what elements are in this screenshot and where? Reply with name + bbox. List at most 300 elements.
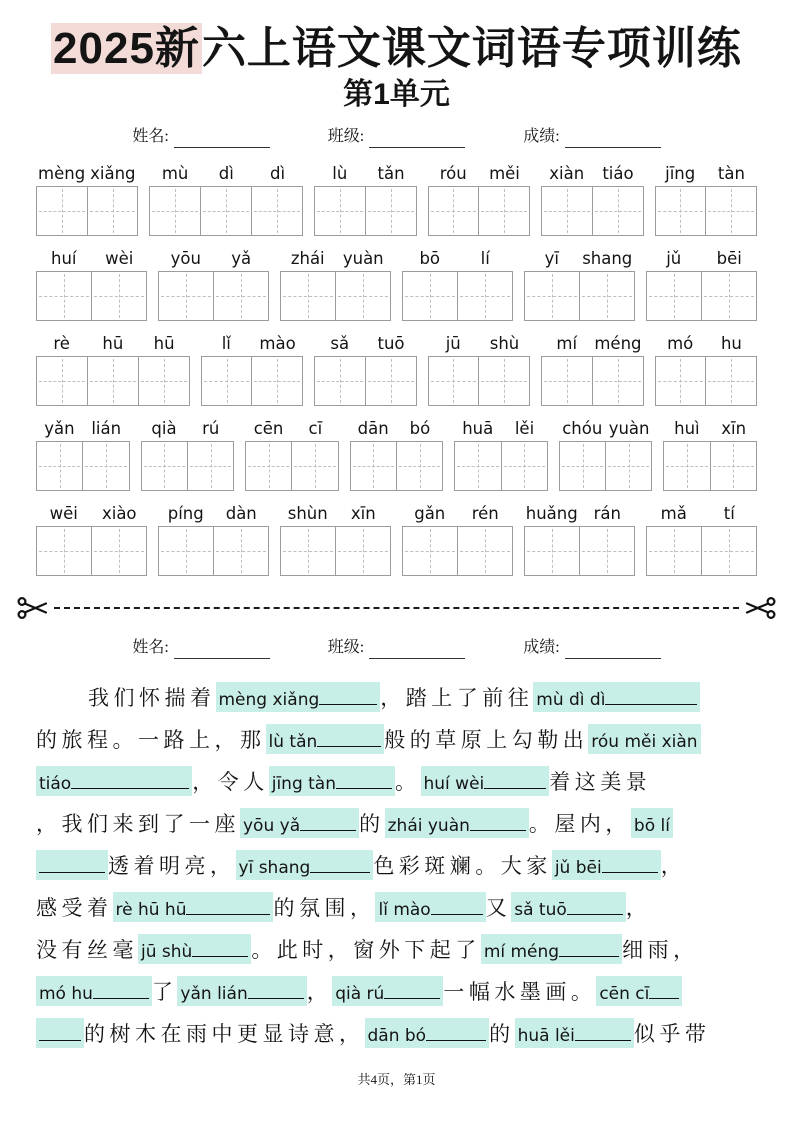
paragraph-text: ， — [625, 895, 652, 920]
tianzige-cell[interactable] — [246, 442, 292, 490]
blank-answer-line[interactable] — [384, 978, 440, 999]
pinyin-grid-section — [36, 160, 757, 576]
fill-in-paragraph — [36, 677, 757, 1055]
blank-answer-line[interactable] — [93, 978, 149, 999]
pinyin-syllable: qià — [151, 419, 177, 439]
score-input-line[interactable] — [565, 130, 661, 148]
pinyin-syllable: huí — [51, 249, 77, 269]
pinyin-label — [36, 330, 190, 356]
tianzige-cell[interactable] — [702, 527, 756, 575]
tianzige-cell[interactable] — [580, 527, 634, 575]
blank-answer-line[interactable] — [649, 978, 679, 999]
paragraph-text: 着这美景 — [549, 769, 652, 794]
pinyin-syllable: lěi — [514, 419, 535, 439]
paragraph-text: 的旅程。一路上，那 — [36, 727, 266, 752]
pinyin-syllable: mèng — [38, 164, 86, 184]
score-input-line[interactable] — [565, 641, 661, 659]
paragraph-text: 的 — [489, 1021, 515, 1046]
pinyin-label — [559, 415, 653, 441]
pinyin-syllable: cī — [308, 419, 323, 439]
fill-in-blank[interactable] — [365, 1018, 490, 1048]
paragraph-text: 感受着 — [36, 895, 113, 920]
class-input-line[interactable] — [369, 641, 465, 659]
paragraph-line — [36, 1013, 757, 1055]
blank-pinyin-hint: lǐ mào — [378, 899, 431, 920]
writing-grid — [655, 186, 757, 236]
tianzige-cell[interactable] — [525, 272, 580, 320]
writing-grid — [402, 271, 513, 321]
tianzige-cell[interactable] — [336, 272, 390, 320]
blank-answer-line[interactable] — [248, 978, 304, 999]
paragraph-line — [36, 677, 757, 719]
tianzige-cell[interactable] — [542, 187, 593, 235]
score-field — [523, 637, 660, 659]
tianzige-cell[interactable] — [647, 272, 702, 320]
tianzige-cell[interactable] — [397, 442, 442, 490]
tianzige-cell[interactable] — [403, 527, 458, 575]
tianzige-cell[interactable] — [139, 357, 189, 405]
word-group — [280, 500, 391, 576]
word-group — [36, 245, 147, 321]
writing-grid — [559, 441, 653, 491]
tianzige-cell[interactable] — [542, 357, 593, 405]
tianzige-cell[interactable] — [281, 527, 336, 575]
tianzige-cell[interactable] — [252, 187, 302, 235]
tianzige-cell[interactable] — [201, 187, 252, 235]
fill-in-blank[interactable] — [236, 850, 374, 880]
pinyin-syllable: xīn — [350, 504, 376, 524]
blank-pinyin-hint: jǔ bēi — [554, 857, 602, 878]
score-label: 成绩: — [523, 127, 560, 145]
pinyin-syllable: jīng — [665, 164, 696, 184]
word-group — [245, 415, 339, 491]
fill-in-blank[interactable] — [515, 1018, 634, 1048]
blank-pinyin-hint: tiáo — [39, 773, 72, 794]
scissors-icon — [16, 595, 50, 621]
pinyin-label — [454, 415, 548, 441]
pinyin-label — [36, 160, 138, 186]
word-group — [36, 160, 138, 236]
pinyin-syllable: shù — [489, 334, 520, 354]
pinyin-syllable: róu — [439, 164, 467, 184]
fill-in-blank[interactable] — [36, 1018, 84, 1048]
blank-answer-line[interactable] — [71, 768, 189, 789]
page-title — [36, 24, 757, 75]
blank-pinyin-hint: jīng tàn — [271, 773, 336, 794]
word-group — [149, 160, 303, 236]
paragraph-text: 。屋内， — [528, 811, 631, 836]
paragraph-text: 的 — [359, 811, 385, 836]
word-group — [201, 330, 303, 406]
class-input-line[interactable] — [369, 130, 465, 148]
blank-answer-line[interactable] — [567, 894, 623, 915]
scissors-icon — [743, 595, 777, 621]
pinyin-syllable: jǔ — [666, 249, 682, 269]
fill-in-blank[interactable] — [511, 892, 626, 922]
pinyin-label — [36, 500, 147, 526]
pinyin-grid-row — [36, 160, 757, 236]
tianzige-cell[interactable] — [580, 272, 634, 320]
cut-line — [16, 592, 777, 624]
tianzige-cell[interactable] — [37, 442, 83, 490]
pinyin-label — [36, 415, 130, 441]
title-rest: 六上语文课文词语专项训练 — [201, 24, 742, 73]
word-group — [454, 415, 548, 491]
blank-pinyin-hint: cēn cī — [599, 983, 650, 1004]
tianzige-cell[interactable] — [403, 272, 458, 320]
paragraph-line — [36, 803, 757, 845]
writing-grid — [524, 526, 635, 576]
blank-answer-line[interactable] — [559, 936, 619, 957]
writing-grid — [314, 356, 416, 406]
pinyin-syllable: hū — [153, 334, 175, 354]
writing-grid — [149, 186, 303, 236]
tianzige-cell[interactable] — [479, 357, 529, 405]
name-input-line[interactable] — [174, 130, 270, 148]
paragraph-text: 透着明亮， — [108, 853, 236, 878]
pinyin-syllable: mù — [161, 164, 189, 184]
blank-answer-line[interactable] — [602, 852, 658, 873]
tianzige-cell[interactable] — [606, 442, 651, 490]
tianzige-cell[interactable] — [88, 187, 138, 235]
word-group — [524, 500, 635, 576]
writing-grid — [646, 271, 757, 321]
fill-in-blank[interactable] — [266, 724, 385, 754]
blank-answer-line[interactable] — [310, 852, 370, 873]
word-group — [541, 330, 643, 406]
tianzige-cell[interactable] — [252, 357, 302, 405]
blank-answer-line[interactable] — [575, 1020, 631, 1041]
tianzige-cell[interactable] — [664, 442, 710, 490]
class-label: 班级: — [327, 638, 365, 656]
pinyin-syllable: bó — [409, 419, 431, 439]
tianzige-cell[interactable] — [159, 272, 214, 320]
tianzige-cell[interactable] — [92, 272, 146, 320]
writing-grid — [350, 441, 444, 491]
score-field — [523, 126, 660, 148]
pinyin-label — [36, 245, 147, 271]
pinyin-label — [245, 415, 339, 441]
info-row-bottom — [36, 637, 757, 659]
pinyin-label — [402, 245, 513, 271]
pinyin-syllable: wēi — [49, 504, 78, 524]
writing-grid — [646, 526, 757, 576]
pinyin-label — [663, 415, 757, 441]
paragraph-text: 般的草原上勾勒出 — [384, 727, 589, 752]
pinyin-grid-row — [36, 500, 757, 576]
paragraph-line — [36, 719, 757, 761]
tianzige-cell[interactable] — [142, 442, 188, 490]
name-label: 姓名: — [132, 127, 169, 145]
pinyin-syllable: yuàn — [342, 249, 384, 269]
writing-grid — [280, 271, 391, 321]
tianzige-cell[interactable] — [502, 442, 547, 490]
blank-pinyin-hint: qià rú — [335, 983, 385, 1004]
blank-answer-line[interactable] — [39, 852, 105, 873]
fill-in-blank[interactable] — [113, 892, 274, 922]
pinyin-label — [350, 415, 444, 441]
pinyin-syllable: sǎ — [330, 334, 350, 354]
name-input-line[interactable] — [174, 641, 270, 659]
unit-subtitle: 第1单元 — [343, 77, 450, 111]
tianzige-cell[interactable] — [214, 272, 268, 320]
writing-grid — [428, 186, 530, 236]
blank-answer-line[interactable] — [470, 810, 526, 831]
blank-answer-line[interactable] — [484, 768, 546, 789]
tianzige-cell[interactable] — [525, 527, 580, 575]
tianzige-cell[interactable] — [159, 527, 214, 575]
blank-answer-line[interactable] — [605, 684, 697, 705]
word-group — [141, 415, 235, 491]
pinyin-label — [314, 160, 416, 186]
paragraph-line — [36, 929, 757, 971]
word-group — [428, 330, 530, 406]
blank-pinyin-hint: yǎn lián — [180, 983, 248, 1004]
writing-grid — [36, 271, 147, 321]
writing-grid — [541, 356, 643, 406]
writing-grid — [428, 356, 530, 406]
pinyin-syllable: yǎn — [44, 419, 75, 439]
fill-in-blank[interactable] — [552, 850, 661, 880]
tianzige-cell[interactable] — [150, 187, 201, 235]
tianzige-cell[interactable] — [37, 357, 88, 405]
tianzige-cell[interactable] — [706, 187, 756, 235]
tianzige-cell[interactable] — [188, 442, 233, 490]
pinyin-syllable: mó — [667, 334, 694, 354]
name-field — [132, 637, 269, 659]
pinyin-label — [402, 500, 513, 526]
tianzige-cell[interactable] — [366, 357, 416, 405]
pinyin-syllable: xiǎng — [90, 164, 136, 184]
pinyin-label — [541, 330, 643, 356]
writing-grid — [36, 356, 190, 406]
tianzige-cell[interactable] — [429, 357, 480, 405]
tianzige-cell[interactable] — [83, 442, 128, 490]
blank-answer-line[interactable] — [319, 684, 377, 705]
class-field — [328, 126, 465, 148]
pinyin-syllable: tǎn — [377, 164, 405, 184]
blank-pinyin-hint: huí wèi — [423, 773, 485, 794]
tianzige-cell[interactable] — [479, 187, 529, 235]
pinyin-syllable: shùn — [287, 504, 328, 524]
tianzige-cell[interactable] — [458, 527, 512, 575]
blank-pinyin-hint: lù tǎn — [268, 731, 318, 752]
fill-in-blank[interactable] — [332, 976, 443, 1006]
pinyin-label — [314, 330, 416, 356]
pinyin-syllable: dì — [270, 164, 286, 184]
paragraph-line — [36, 971, 757, 1013]
tianzige-cell[interactable] — [593, 187, 643, 235]
pinyin-label — [646, 245, 757, 271]
writing-grid — [454, 441, 548, 491]
pinyin-grid-row — [36, 245, 757, 321]
tianzige-cell[interactable] — [702, 272, 756, 320]
tianzige-cell[interactable] — [711, 442, 756, 490]
pinyin-label — [158, 245, 269, 271]
fill-in-blank[interactable] — [240, 808, 359, 838]
tianzige-cell[interactable] — [706, 357, 756, 405]
paragraph-text: ，令人 — [192, 769, 269, 794]
tianzige-cell[interactable] — [315, 357, 366, 405]
blank-pinyin-hint: rè hū hū — [115, 899, 187, 920]
blank-pinyin-hint: mí méng — [483, 941, 560, 962]
fill-in-blank[interactable] — [481, 934, 622, 964]
cut-dashed-line — [54, 607, 739, 609]
pinyin-syllable: tuō — [377, 334, 405, 354]
tianzige-cell[interactable] — [37, 187, 88, 235]
tianzige-cell[interactable] — [214, 527, 268, 575]
tianzige-cell[interactable] — [281, 272, 336, 320]
blank-answer-line[interactable] — [426, 1020, 486, 1041]
tianzige-cell[interactable] — [351, 442, 397, 490]
tianzige-cell[interactable] — [336, 527, 390, 575]
writing-grid — [36, 526, 147, 576]
writing-grid — [541, 186, 643, 236]
paragraph-text: ，踏上了前往 — [380, 685, 534, 710]
pinyin-label — [201, 330, 303, 356]
tianzige-cell[interactable] — [458, 272, 512, 320]
fill-in-blank[interactable] — [596, 976, 682, 1006]
blank-answer-line[interactable] — [336, 768, 392, 789]
fill-in-blank[interactable] — [138, 934, 251, 964]
writing-grid — [314, 186, 416, 236]
pinyin-syllable: tí — [723, 504, 735, 524]
fill-in-blank[interactable] — [421, 766, 550, 796]
word-group — [158, 500, 269, 576]
pinyin-syllable: lián — [91, 419, 122, 439]
info-row-top — [36, 126, 757, 148]
paragraph-text: ，我们来到了一座 — [36, 811, 240, 836]
tianzige-cell[interactable] — [560, 442, 606, 490]
name-field — [132, 126, 269, 148]
writing-grid — [36, 441, 130, 491]
fill-in-blank[interactable] — [385, 808, 529, 838]
tianzige-cell[interactable] — [647, 527, 702, 575]
tianzige-cell[interactable] — [37, 272, 92, 320]
word-group — [350, 415, 444, 491]
writing-grid — [141, 441, 235, 491]
pinyin-label — [541, 160, 643, 186]
pinyin-label — [141, 415, 235, 441]
pinyin-syllable: lǐ — [221, 334, 231, 354]
pinyin-syllable: rén — [471, 504, 499, 524]
blank-answer-line[interactable] — [192, 936, 248, 957]
writing-grid — [524, 271, 635, 321]
fill-in-blank[interactable] — [269, 766, 395, 796]
tianzige-cell[interactable] — [88, 357, 139, 405]
pinyin-syllable: měi — [489, 164, 520, 184]
blank-pinyin-hint: yōu yǎ — [243, 815, 301, 836]
paragraph-text: 又 — [485, 895, 512, 920]
pinyin-syllable: rú — [202, 419, 220, 439]
pinyin-syllable: huā — [462, 419, 494, 439]
tianzige-cell[interactable] — [656, 187, 707, 235]
name-label: 姓名: — [132, 638, 169, 656]
page-footer: 共4页，第1页 — [357, 1071, 436, 1087]
tianzige-cell[interactable] — [92, 527, 146, 575]
pinyin-grid-row — [36, 415, 757, 491]
pinyin-syllable: dān — [357, 419, 389, 439]
pinyin-syllable: huǎng — [525, 504, 578, 524]
pinyin-label — [524, 500, 635, 526]
writing-grid — [663, 441, 757, 491]
paragraph-text: 似乎带 — [633, 1021, 711, 1046]
blank-answer-line[interactable] — [186, 894, 270, 915]
tianzige-cell[interactable] — [37, 527, 92, 575]
blank-pinyin-hint: dān bó — [367, 1025, 427, 1046]
pinyin-label — [280, 245, 391, 271]
pinyin-syllable: dàn — [225, 504, 257, 524]
blank-pinyin-hint: bō lí — [633, 815, 670, 836]
tianzige-cell[interactable] — [292, 442, 337, 490]
writing-grid — [158, 526, 269, 576]
writing-grid — [655, 356, 757, 406]
fill-in-blank[interactable] — [177, 976, 306, 1006]
pinyin-syllable: lù — [332, 164, 348, 184]
blank-answer-line[interactable] — [317, 726, 381, 747]
tianzige-cell[interactable] — [593, 357, 643, 405]
tianzige-cell[interactable] — [455, 442, 501, 490]
tianzige-cell[interactable] — [315, 187, 366, 235]
pinyin-syllable: méng — [594, 334, 642, 354]
fill-in-blank[interactable] — [36, 766, 192, 796]
pinyin-syllable: shang — [582, 249, 633, 269]
word-group — [524, 245, 635, 321]
word-group — [655, 160, 757, 236]
blank-answer-line[interactable] — [431, 894, 483, 915]
word-group — [36, 415, 130, 491]
blank-pinyin-hint: yī shang — [238, 857, 311, 878]
paragraph-text: ， — [660, 853, 687, 878]
paragraph-text: 的氛围， — [273, 895, 376, 920]
blank-answer-line[interactable] — [39, 1020, 81, 1041]
writing-grid — [201, 356, 303, 406]
pinyin-syllable: mào — [259, 334, 296, 354]
paragraph-text: 的树木在雨中更显诗意， — [84, 1021, 365, 1046]
fill-in-blank[interactable] — [631, 808, 673, 838]
fill-in-blank[interactable] — [588, 724, 700, 754]
writing-grid — [245, 441, 339, 491]
paragraph-text: 了 — [151, 979, 178, 1004]
fill-in-blank[interactable] — [36, 976, 152, 1006]
paragraph-text: 没有丝毫 — [36, 937, 138, 962]
word-group — [36, 330, 190, 406]
word-group — [314, 160, 416, 236]
fill-in-blank[interactable] — [216, 682, 381, 712]
pinyin-label — [655, 330, 757, 356]
pinyin-syllable: tàn — [717, 164, 745, 184]
paragraph-text: 。此时，窗外下起了 — [251, 937, 481, 962]
tianzige-cell[interactable] — [656, 357, 707, 405]
writing-grid — [36, 186, 138, 236]
fill-in-blank[interactable] — [533, 682, 700, 712]
tianzige-cell[interactable] — [202, 357, 253, 405]
tianzige-cell[interactable] — [429, 187, 480, 235]
blank-answer-line[interactable] — [300, 810, 356, 831]
pinyin-grid-row — [36, 330, 757, 406]
pinyin-syllable: jū — [445, 334, 461, 354]
fill-in-blank[interactable] — [36, 850, 108, 880]
pinyin-syllable: bō — [419, 249, 441, 269]
class-label: 班级: — [327, 127, 365, 145]
word-group — [655, 330, 757, 406]
tianzige-cell[interactable] — [366, 187, 416, 235]
fill-in-blank[interactable] — [375, 892, 485, 922]
pinyin-syllable: huì — [674, 419, 700, 439]
pinyin-syllable: dì — [218, 164, 234, 184]
pinyin-label — [149, 160, 303, 186]
word-group — [402, 245, 513, 321]
